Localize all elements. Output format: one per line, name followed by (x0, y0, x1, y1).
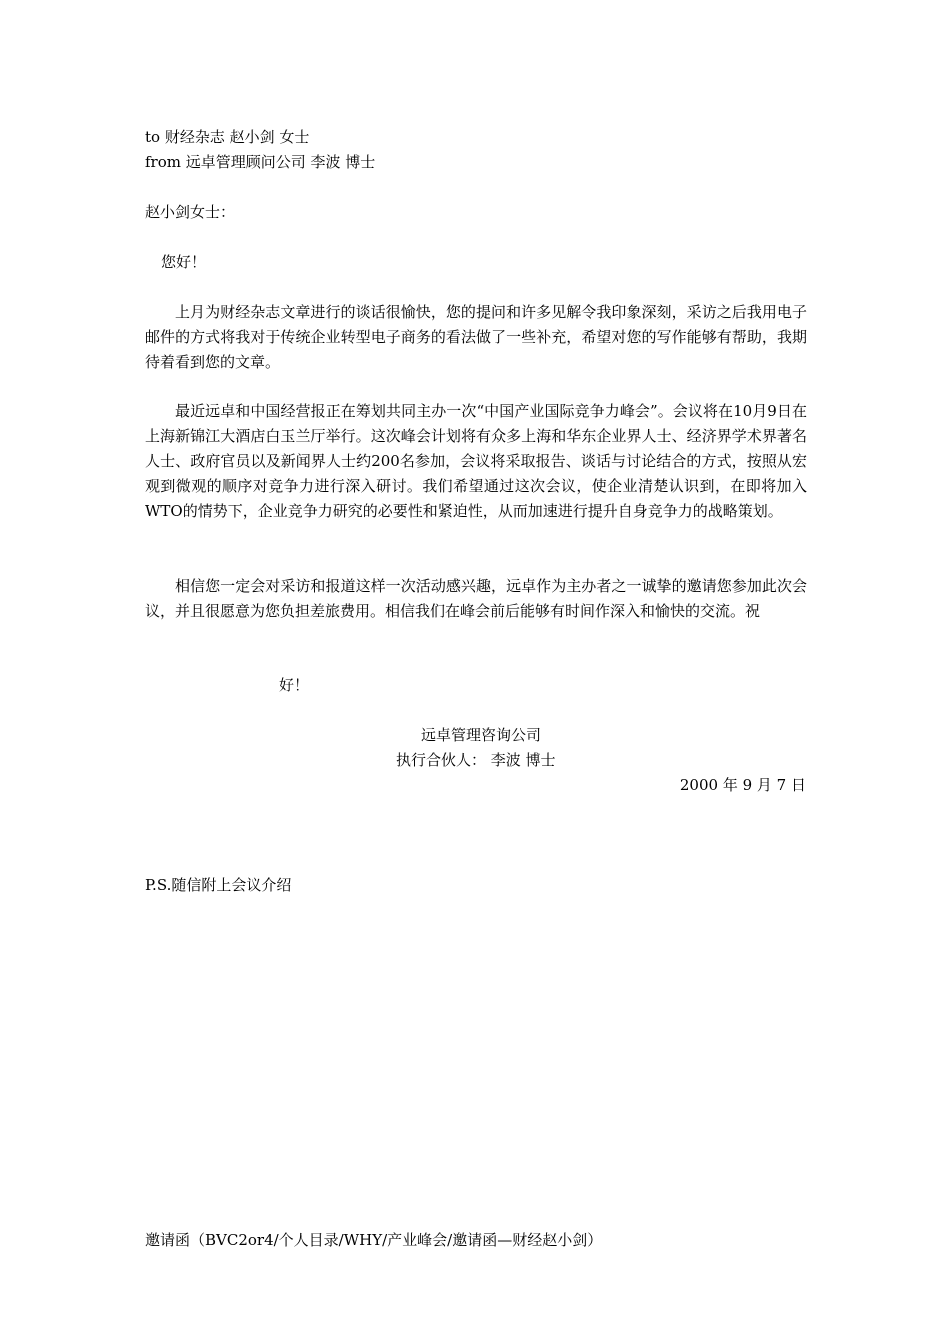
paragraph-3: 相信您一定会对采访和报道这样一次活动感兴趣，远卓作为主办者之一诚挚的邀请您参加此次会议，并且很愿意为您负担差旅费用。相信我们在峰会前后能够有时间作深入和愉快的交流。祝 (145, 577, 807, 620)
footer-reference: 邀请函（BVC2or4/个人目录/WHY/产业峰会/邀请函—财经赵小剑） (145, 1231, 603, 1249)
salutation: 赵小剑女士： (145, 203, 236, 221)
signature-signer: 执行合伙人： 李波 博士 (396, 751, 556, 769)
signature-company: 远卓管理咨询公司 (421, 726, 542, 744)
sender-line: from 远卓管理顾问公司 李波 博士 (145, 153, 376, 171)
signature-date: 2000 年 9 月 7 日 (679, 776, 806, 794)
paragraph-2: 最近远卓和中国经营报正在筹划共同主办一次“中国产业国际竞争力峰会”。会议将在10月9日在上海新锦江大酒店白玉兰厅举行。这次峰会计划将有众多上海和华东企业界人士、经济界学术界著名人士、政府官员以及新闻界人士约200名参加，会议将采取报告、谈话与讨论结合的方式，按照从宏观到微观的顺序对竞争力进行深入研讨。我们希望通过这次会议，使企业清楚认识到，在即将加入WTO的情势下，企业竞争力研究的必要性和紧迫性，从而加速进行提升自身竞争力的战略策划。 (145, 402, 807, 520)
greeting: 您好！ (161, 253, 207, 271)
closing-line: 好！ (279, 676, 310, 694)
paragraph-1: 上月为财经杂志文章进行的谈话很愉快，您的提问和许多见解令我印象深刻，采访之后我用电子邮件的方式将我对于传统企业转型电子商务的看法做了一些补充，希望对您的写作能够有帮助，我期待着看到您的文章。 (145, 303, 807, 371)
recipient-line: to 财经杂志 赵小剑 女士 (145, 128, 310, 146)
postscript: P.S.随信附上会议介绍 (145, 876, 292, 894)
